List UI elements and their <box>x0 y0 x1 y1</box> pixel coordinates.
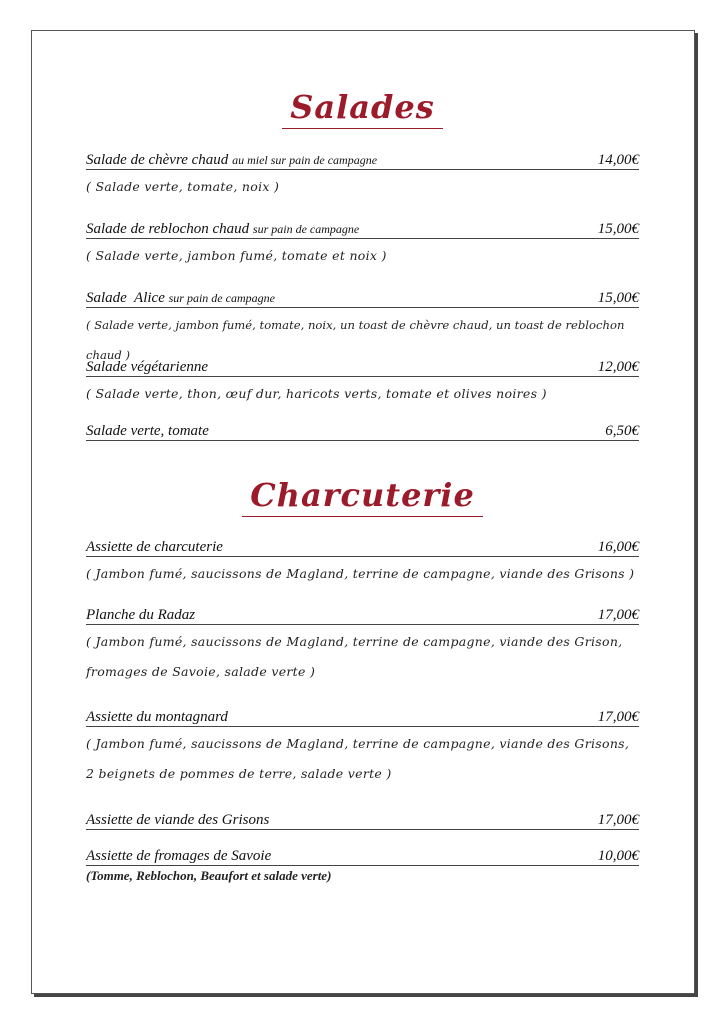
item-name: Planche du Radaz <box>86 607 196 623</box>
item-description: (Tomme, Reblochon, Beaufort et salade verte) <box>86 868 332 883</box>
menu-item-salade-alice <box>86 290 639 370</box>
menu-item-planche-radaz <box>86 607 639 687</box>
item-description: ( Jambon fumé, saucissons de Magland, terrine de campagne, viande des Grison, fromages de Savoie, salade verte ) <box>86 634 623 679</box>
item-name: Assiette de fromages de Savoie <box>86 848 272 864</box>
menu-item-assiette-grisons <box>86 812 639 830</box>
item-price: 17,00€ <box>597 607 639 623</box>
item-name: Salade végétarienne <box>86 359 209 375</box>
item-description: ( Salade verte, jambon fumé, tomate, noix, un toast de chèvre chaud, un toast de reblochon chaud ) <box>86 318 625 362</box>
menu-item-salade-verte <box>86 423 639 441</box>
item-price: 16,00€ <box>597 539 639 555</box>
item-name: Salade verte, tomate <box>86 423 209 439</box>
item-subtitle: sur pain de campagne <box>168 291 275 305</box>
item-name: Salade de chèvre chaud <box>86 152 229 168</box>
item-name: Assiette du montagnard <box>86 709 228 725</box>
item-description: ( Jambon fumé, saucissons de Magland, terrine de campagne, viande des Grisons ) <box>86 566 635 581</box>
item-price: 12,00€ <box>597 359 639 375</box>
item-description: ( Jambon fumé, saucissons de Magland, terrine de campagne, viande des Grisons, 2 beignets de pommes de terre, salade verte ) <box>86 736 630 781</box>
menu-item-salade-vegetarienne <box>86 359 639 409</box>
section-title-salades: Salades <box>0 88 725 129</box>
item-subtitle: au miel sur pain de campagne <box>232 153 378 167</box>
item-price: 6,50€ <box>605 423 639 439</box>
menu-item-assiette-fromages <box>86 848 639 884</box>
item-name: Assiette de charcuterie <box>86 539 223 555</box>
item-description: ( Salade verte, jambon fumé, tomate et noix ) <box>86 248 387 263</box>
item-name: Salade de reblochon chaud <box>86 221 250 237</box>
section-title-charcuterie: Charcuterie <box>0 476 725 517</box>
menu-item-assiette-charcuterie <box>86 539 639 589</box>
item-subtitle: sur pain de campagne <box>252 222 360 236</box>
item-price: 15,00€ <box>597 290 639 306</box>
item-price: 17,00€ <box>597 709 639 725</box>
menu-item-assiette-montagnard <box>86 709 639 789</box>
item-price: 15,00€ <box>597 221 639 237</box>
item-price: 17,00€ <box>597 812 639 828</box>
item-name: Salade Alice <box>86 290 165 306</box>
item-price: 14,00€ <box>597 152 639 168</box>
menu-item-salade-chevre <box>86 152 639 202</box>
item-price: 10,00€ <box>597 848 639 864</box>
item-description: ( Salade verte, thon, œuf dur, haricots verts, tomate et olives noires ) <box>86 386 547 401</box>
item-description: ( Salade verte, tomate, noix ) <box>86 179 280 194</box>
menu-item-salade-reblochon <box>86 221 639 271</box>
item-name: Assiette de viande des Grisons <box>86 812 270 828</box>
